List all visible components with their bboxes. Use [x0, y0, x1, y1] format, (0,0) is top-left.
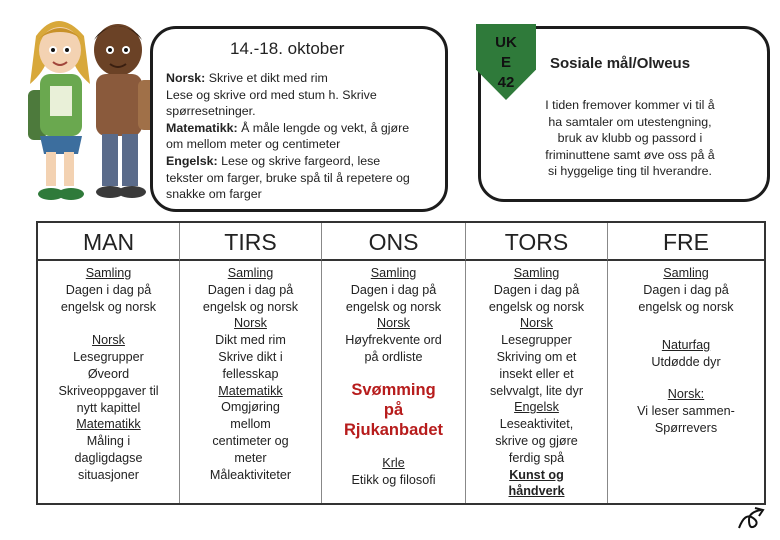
social-line: I tiden fremover kommer vi til å: [545, 98, 715, 112]
activity-text: Dagen i dag på: [207, 282, 294, 297]
badge-line: UK: [495, 34, 517, 51]
goal-math-text: Å måle lengde og vekt, å gjøre: [237, 120, 410, 135]
day-column-fri: [608, 261, 764, 503]
week-number-badge-text: [476, 33, 536, 93]
activity-text: insekt eller et: [499, 366, 574, 381]
subject-label: Kunst og: [509, 467, 564, 482]
activity-text: selvvalgt, lite dyr: [489, 383, 584, 398]
subject-label: Norsk: [92, 333, 125, 348]
swimming-highlight: Rjukanbadet: [343, 420, 444, 439]
activity-text: Skrive dikt i: [218, 349, 283, 364]
swimming-highlight: på: [383, 400, 404, 419]
subject-label: Samling: [513, 266, 560, 280]
social-line: bruk av klubb og passord i: [557, 131, 703, 146]
activity-text: engelsk og norsk: [202, 299, 299, 314]
goal-line-8: snakke om farger: [166, 187, 262, 202]
subject-label: Samling: [227, 266, 274, 280]
learning-goals-text: [166, 70, 446, 203]
activity-text: Skriving om et: [496, 349, 577, 364]
activity-text: Omgjøring: [221, 400, 280, 415]
day-header-mon: MAN: [38, 223, 180, 261]
activity-text: Skriveoppgaver til: [58, 383, 159, 398]
day-column-mon: [38, 261, 180, 503]
goal-line-7: tekster om farger, bruke spå til å repetere og: [166, 170, 410, 185]
activity-text: Måling i: [86, 434, 131, 449]
students-illustration: [18, 6, 166, 214]
day-header-tue: TIRS: [180, 223, 322, 261]
boy-figure: [94, 24, 158, 198]
day-column-thu: [466, 261, 608, 503]
activity-text: Lesegrupper: [73, 350, 144, 365]
activity-text: situasjoner: [78, 467, 139, 482]
activity-text: Dagen i dag på: [65, 282, 152, 297]
goal-english-label: Engelsk:: [166, 153, 218, 168]
goal-english-text: Lese og skrive fargeord, lese: [217, 153, 381, 168]
activity-text: Dagen i dag på: [643, 282, 729, 297]
subject-label: Matematikk: [76, 417, 141, 432]
subject-label: Naturfag: [661, 338, 711, 353]
activity-text: engelsk og norsk: [345, 299, 442, 314]
activity-text: på ordliste: [364, 349, 423, 364]
subject-label: Samling: [85, 266, 132, 280]
day-header-wed: ONS: [322, 223, 466, 261]
goal-math-label: Matematikk:: [166, 120, 238, 135]
activity-text: Dikt med rim: [215, 333, 286, 348]
social-goals-title: Sosiale mål/Olweus: [550, 55, 691, 72]
subject-label: Norsk:: [667, 386, 705, 401]
goal-line-2: Lese og skrive ord med stum h. Skrive: [166, 87, 377, 102]
swimming-highlight: Svømming: [351, 380, 436, 399]
subject-label: Norsk: [377, 316, 410, 331]
activity-text: meter: [234, 450, 267, 465]
activity-text: mellom: [230, 417, 271, 432]
activity-text: Dagen i dag på: [350, 282, 437, 297]
activity-text: Leseaktivitet,: [499, 417, 574, 432]
activity-text: Øveord: [87, 366, 130, 381]
badge-line: 42: [497, 74, 515, 91]
subject-label: Norsk: [520, 316, 553, 331]
goal-norsk-label: Norsk:: [166, 71, 206, 85]
activity-text: Etikk og filosofi: [351, 472, 436, 487]
subject-label: Samling: [663, 266, 709, 280]
curly-arrow-icon[interactable]: [735, 506, 767, 534]
subject-label: Krle: [382, 455, 405, 470]
activity-text: engelsk og norsk: [638, 299, 734, 314]
activity-text: engelsk og norsk: [60, 299, 157, 314]
activity-text: skrive og gjøre: [495, 433, 578, 448]
social-line: friminuttene samt øve oss på å: [545, 147, 715, 162]
subject-label: Engelsk: [514, 400, 559, 415]
activity-text: Dagen i dag på: [493, 282, 580, 297]
goal-line-5: om mellom meter og centimeter: [166, 137, 341, 152]
activity-text: Vi leser sammen-: [637, 403, 735, 418]
activity-text: dagligdagse: [74, 450, 143, 465]
activity-text: nytt kapittel: [76, 400, 141, 415]
subject-label: Samling: [370, 266, 417, 280]
weekly-schedule-table: [36, 221, 766, 505]
activity-text: Utdødde dyr: [651, 355, 721, 370]
activity-text: Lesegrupper: [501, 333, 572, 348]
badge-line: E: [500, 54, 511, 71]
social-goals-text: [530, 97, 730, 180]
subject-label: Norsk: [234, 316, 267, 331]
activity-text: engelsk og norsk: [488, 299, 585, 314]
activity-text: Spørrevers: [654, 420, 718, 435]
day-column-tue: [180, 261, 322, 503]
subject-label: håndverk: [508, 484, 565, 499]
activity-text: Måleaktiviteter: [209, 467, 292, 482]
subject-label: Matematikk: [218, 383, 283, 398]
girl-figure: [28, 21, 90, 200]
day-header-thu: TORS: [466, 223, 608, 261]
social-line: si hyggelige ting til hverandre.: [548, 164, 712, 179]
day-header-fri: FRE: [608, 223, 764, 261]
goal-line-3: spørresetninger.: [166, 104, 256, 119]
activity-text: fellesskap: [222, 366, 279, 381]
activity-text: Høyfrekvente ord: [345, 333, 442, 348]
week-title: 14.-18. oktober: [230, 39, 345, 58]
day-column-wed: [322, 261, 466, 503]
goal-norsk-text: Skrive et dikt med rim: [205, 71, 328, 85]
activity-text: ferdig spå: [508, 450, 565, 465]
social-line: ha samtaler om utestengning,: [548, 114, 712, 129]
activity-text: centimeter og: [212, 433, 289, 448]
